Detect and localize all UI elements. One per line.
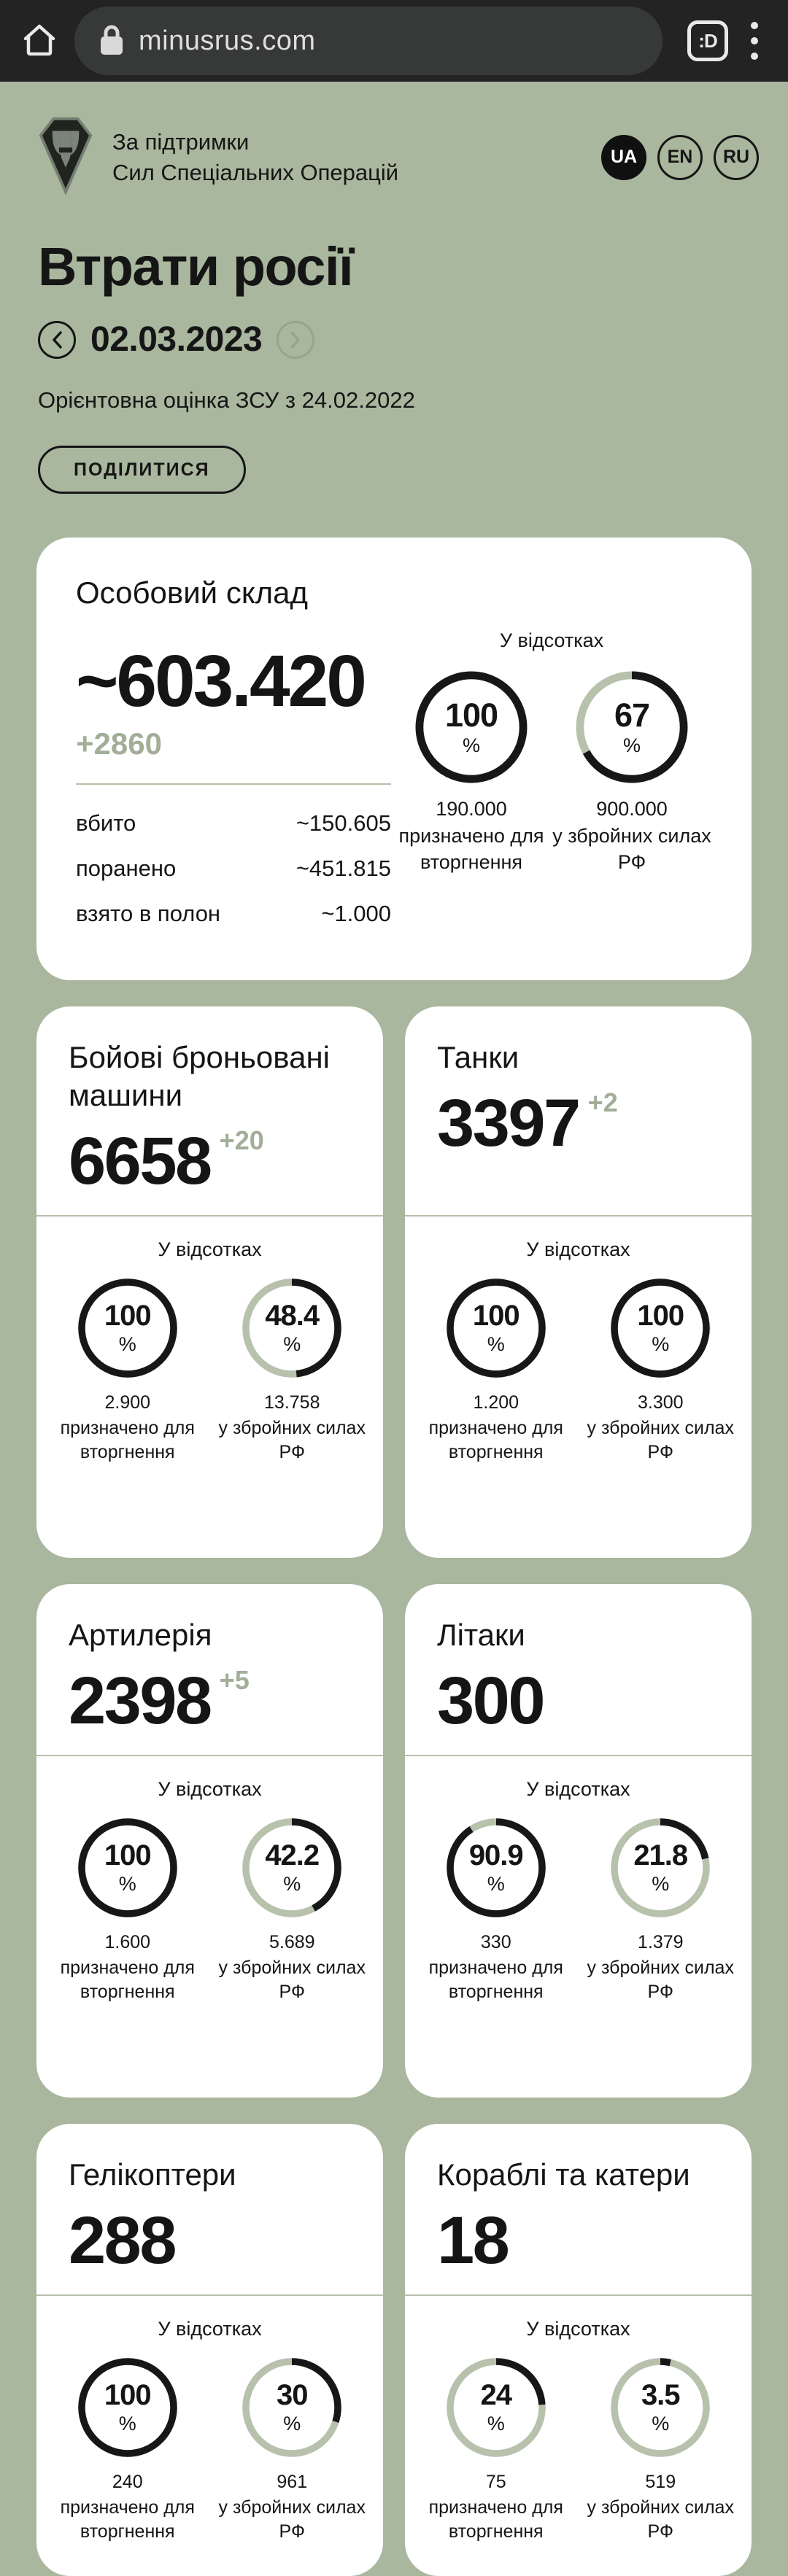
ring-percent-value: 100: [104, 1839, 151, 1872]
ring-assigned-for-invasion: [45, 1277, 210, 1464]
percent-sign: %: [652, 1873, 670, 1896]
percent-section-label: У відсотках: [158, 1238, 262, 1260]
ring-caption: призначено для вторгнення: [60, 2497, 195, 2542]
support-block: [38, 115, 398, 199]
personnel-total: ~603.420: [76, 640, 365, 722]
card-percent-section: [36, 1217, 383, 1558]
estimate-subtitle: Орієнтовна оцінка ЗСУ з 24.02.2022: [38, 387, 415, 413]
ring-percent-value: 67: [614, 697, 650, 734]
ring-percent-value: 24: [480, 2379, 511, 2412]
card-title: Літаки: [437, 1617, 525, 1652]
card-top-section: [36, 1006, 383, 1215]
ring-caption: у збройних силах РФ: [218, 2497, 366, 2542]
tab-counter-label: :D: [698, 29, 717, 52]
card-percent-section: [36, 2296, 383, 2576]
ring-caption: у збройних силах РФ: [218, 1957, 366, 2002]
ring-caption: у збройних силах РФ: [587, 1417, 734, 1462]
card-percent-section: [36, 1756, 383, 2098]
ring-caption: у збройних силах РФ: [218, 1417, 366, 1462]
date-navigation: [38, 319, 750, 360]
breakdown-row-wounded: поранено ~451.815: [76, 856, 391, 881]
ring-percent-value: 21.8: [633, 1839, 688, 1872]
next-date-button[interactable]: [277, 321, 314, 359]
divider: [76, 783, 391, 785]
percent-section-label: У відсотках: [526, 2317, 630, 2340]
card-total: 6658: [69, 1124, 211, 1199]
ring-caption: призначено для вторгнення: [398, 825, 544, 873]
card-delta: +20: [219, 1125, 264, 1156]
percent-section-label: У відсотках: [158, 1777, 262, 1800]
loss-card-1: [36, 1006, 383, 1558]
percent-sign: %: [283, 1873, 301, 1896]
ring-percent-value: 100: [444, 697, 498, 734]
ring-percent-value: 100: [104, 2379, 151, 2412]
ring-base-number: 519: [645, 2471, 676, 2492]
card-delta: +5: [219, 1665, 250, 1696]
ring-base-number: 75: [485, 2471, 506, 2492]
loss-card-6: [405, 2124, 752, 2576]
browser-menu-button[interactable]: [740, 18, 769, 64]
percent-sign: %: [118, 1333, 136, 1356]
loss-card-5: [36, 2124, 383, 2576]
percent-section-label: У відсотках: [499, 629, 604, 651]
loss-card-3: [36, 1584, 383, 2098]
ring-base-number: 330: [480, 1931, 511, 1952]
percent-sign: %: [283, 2413, 301, 2435]
ring-percent-value: 42.2: [265, 1839, 320, 1872]
breakdown-row-killed: вбито ~150.605: [76, 810, 391, 836]
tab-switcher-button[interactable]: [687, 20, 728, 61]
card-title: Гелікоптери: [69, 2157, 236, 2192]
percent-sign: %: [118, 1873, 136, 1896]
percent-sign: %: [487, 2413, 505, 2435]
card-top-section: [405, 1584, 752, 1755]
loss-card-4: [405, 1584, 752, 2098]
ring-in-rf-armed-forces: [579, 2356, 743, 2544]
ring-percent-value: 48.4: [265, 1300, 320, 1332]
lang-button-en[interactable]: EN: [657, 135, 703, 180]
ring-in-rf-armed-forces: [579, 1817, 743, 2004]
percent-section-label: У відсотках: [526, 1238, 630, 1260]
card-total: 300: [437, 1664, 544, 1739]
ring-in-rf-armed-forces: [210, 2356, 375, 2544]
card-delta: +2: [587, 1087, 618, 1118]
ring-assigned-for-invasion: [45, 2356, 210, 2544]
ring-base-number: 13.758: [264, 1392, 320, 1413]
ring-base-number: 3.300: [637, 1392, 684, 1413]
percent-sign: %: [283, 1333, 301, 1356]
personnel-breakdown: [76, 801, 391, 936]
card-title: Особовий склад: [76, 575, 309, 610]
loss-cards-grid: [36, 1006, 752, 2576]
card-title: Кораблі та катери: [437, 2157, 690, 2192]
percent-sign: %: [652, 1333, 670, 1356]
card-top-section: [36, 2124, 383, 2294]
card-title: Артилерія: [69, 1617, 212, 1652]
ring-assigned-for-invasion: [414, 2356, 579, 2544]
page-title: Втрати росії: [38, 236, 353, 297]
ring-caption: призначено для вторгнення: [60, 1417, 195, 1462]
ring-caption: призначено для вторгнення: [428, 1417, 563, 1462]
card-percent-section: [405, 2296, 752, 2576]
personnel-delta: +2860: [76, 726, 162, 761]
ring-in-rf-armed-forces: [579, 1277, 743, 1464]
site-header: [0, 82, 788, 199]
support-text: За підтримки Сил Спеціальних Операцій: [112, 128, 399, 185]
ring-assigned-for-invasion: [391, 670, 552, 875]
ring-in-rf-armed-forces: [210, 1277, 375, 1464]
ring-base-number: 1.379: [637, 1931, 684, 1952]
ring-in-rf-armed-forces: [210, 1817, 375, 2004]
home-button[interactable]: [16, 18, 63, 64]
breakdown-row-captured: взято в полон ~1.000: [76, 901, 391, 926]
ring-base-number: 1.600: [104, 1931, 151, 1952]
ring-caption: у збройних силах РФ: [552, 825, 711, 873]
card-top-section: [405, 1006, 752, 1215]
ring-base-number: 2.900: [104, 1392, 151, 1413]
ring-caption: у збройних силах РФ: [587, 2497, 734, 2542]
ring-base-number: 1.200: [473, 1392, 519, 1413]
card-title: Танки: [437, 1040, 519, 1074]
card-title: Бойові броньовані машини: [69, 1040, 330, 1113]
ring-base-number: 5.689: [269, 1931, 315, 1952]
card-percent-section: [405, 1217, 752, 1558]
card-total: 288: [69, 2203, 175, 2278]
card-percent-section: [405, 1756, 752, 2098]
share-button[interactable]: ПОДІЛИТИСЯ: [38, 446, 246, 494]
personnel-card: [36, 538, 752, 980]
percent-section-label: У відсотках: [526, 1777, 630, 1800]
ring-in-rf-armed-forces: [552, 670, 712, 875]
percent-sign: %: [652, 2413, 670, 2435]
ring-base-number: 190.000: [436, 798, 507, 820]
percent-sign: %: [622, 734, 641, 756]
ring-percent-value: 100: [472, 1300, 519, 1332]
previous-date-button[interactable]: [38, 321, 76, 359]
ring-caption: призначено для вторгнення: [60, 1957, 195, 2002]
current-date: 02.03.2023: [90, 320, 263, 359]
card-total: 18: [437, 2203, 509, 2278]
ring-percent-value: 100: [104, 1300, 151, 1332]
percent-section-label: У відсотках: [158, 2317, 262, 2340]
lang-button-ua[interactable]: UA: [601, 135, 646, 180]
percent-sign: %: [487, 1333, 505, 1356]
card-top-section: [405, 2124, 752, 2294]
url-text: minusrus.com: [139, 25, 316, 56]
ring-base-number: 961: [277, 2471, 308, 2492]
url-bar[interactable]: [74, 7, 663, 75]
ring-assigned-for-invasion: [414, 1817, 579, 2004]
lock-icon: [99, 23, 124, 59]
ring-base-number: 900.000: [596, 798, 668, 820]
ring-caption: у збройних силах РФ: [587, 1957, 734, 2002]
ring-base-number: 240: [112, 2471, 143, 2492]
ring-percent-value: 100: [637, 1300, 684, 1332]
ring-assigned-for-invasion: [45, 1817, 210, 2004]
card-top-section: [36, 1584, 383, 1755]
ring-caption: призначено для вторгнення: [428, 2497, 563, 2542]
browser-toolbar: [0, 0, 788, 82]
kebab-menu-icon: [751, 22, 758, 60]
lang-button-ru[interactable]: RU: [714, 135, 759, 180]
card-total: 3397: [437, 1086, 579, 1161]
percent-sign: %: [487, 1873, 505, 1896]
card-total: 2398: [69, 1664, 211, 1739]
percent-sign: %: [118, 2413, 136, 2435]
ring-assigned-for-invasion: [414, 1277, 579, 1464]
home-icon: [20, 21, 58, 61]
ring-percent-value: 30: [277, 2379, 308, 2412]
ring-percent-value: 90.9: [468, 1839, 523, 1872]
percent-sign: %: [462, 734, 480, 756]
language-switcher: [601, 135, 759, 180]
loss-card-2: [405, 1006, 752, 1558]
ring-caption: призначено для вторгнення: [428, 1957, 563, 2002]
sso-emblem-logo: [38, 115, 93, 199]
ring-percent-value: 3.5: [641, 2379, 680, 2412]
